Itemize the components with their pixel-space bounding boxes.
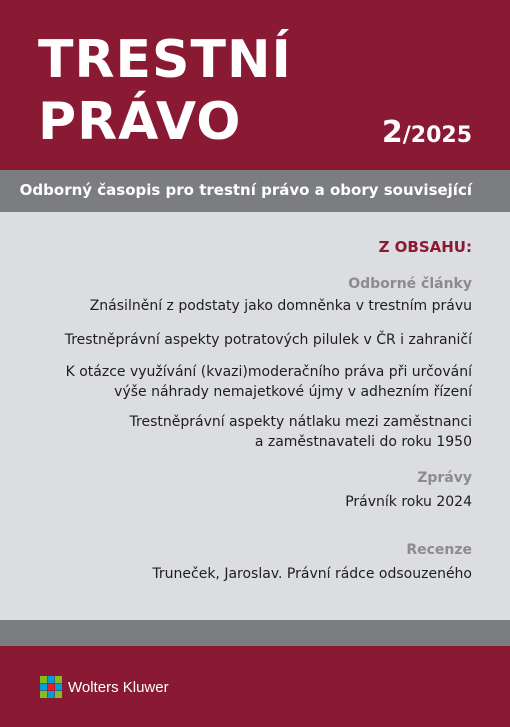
section-label-news: Zprávy bbox=[417, 470, 472, 486]
article-line: Trestněprávní aspekty potratových pilulek v ČR i zahraničí bbox=[64, 332, 472, 348]
article-item bbox=[130, 412, 472, 452]
journal-title-line-1: TRESTNÍ bbox=[38, 30, 292, 90]
title-band bbox=[0, 0, 510, 170]
article-line: Znásilnění z podstaty jako domněnka v trestním právu bbox=[89, 298, 472, 314]
section-label-articles: Odborné články bbox=[348, 276, 472, 292]
wolters-kluwer-logo-icon bbox=[40, 676, 62, 698]
issue-year: /2025 bbox=[402, 123, 472, 148]
article-line: Právník roku 2024 bbox=[345, 494, 472, 510]
publisher-name: Wolters Kluwer bbox=[68, 678, 169, 696]
table-of-contents bbox=[0, 212, 510, 620]
article-line: a zaměstnavateli do roku 1950 bbox=[254, 434, 472, 450]
contents-heading: Z OBSAHU: bbox=[378, 238, 472, 256]
issue-number: 2 bbox=[381, 115, 403, 150]
issue-label bbox=[381, 115, 472, 150]
article-line: výše náhrady nemajetkové újmy v adhezním řízení bbox=[114, 384, 472, 400]
article-line: Truneček, Jaroslav. Právní rádce odsouzeného bbox=[152, 566, 472, 582]
article-item bbox=[65, 330, 472, 350]
article-line: Trestněprávní aspekty nátlaku mezi zaměstnanci bbox=[129, 414, 472, 430]
article-line: K otázce využívání (kvazi)moderačního práva při určování bbox=[65, 364, 472, 380]
section-label-reviews: Recenze bbox=[406, 542, 472, 558]
journal-title-line-2: PRÁVO bbox=[38, 92, 242, 152]
article-item bbox=[345, 492, 472, 512]
article-item bbox=[90, 296, 472, 316]
article-item bbox=[66, 362, 472, 402]
divider-band bbox=[0, 620, 510, 646]
subtitle-band bbox=[0, 170, 510, 212]
publisher-brand bbox=[40, 676, 169, 698]
article-item bbox=[152, 564, 472, 584]
publisher-band bbox=[0, 646, 510, 727]
journal-subtitle: Odborný časopis pro trestní právo a obory související bbox=[19, 181, 472, 199]
